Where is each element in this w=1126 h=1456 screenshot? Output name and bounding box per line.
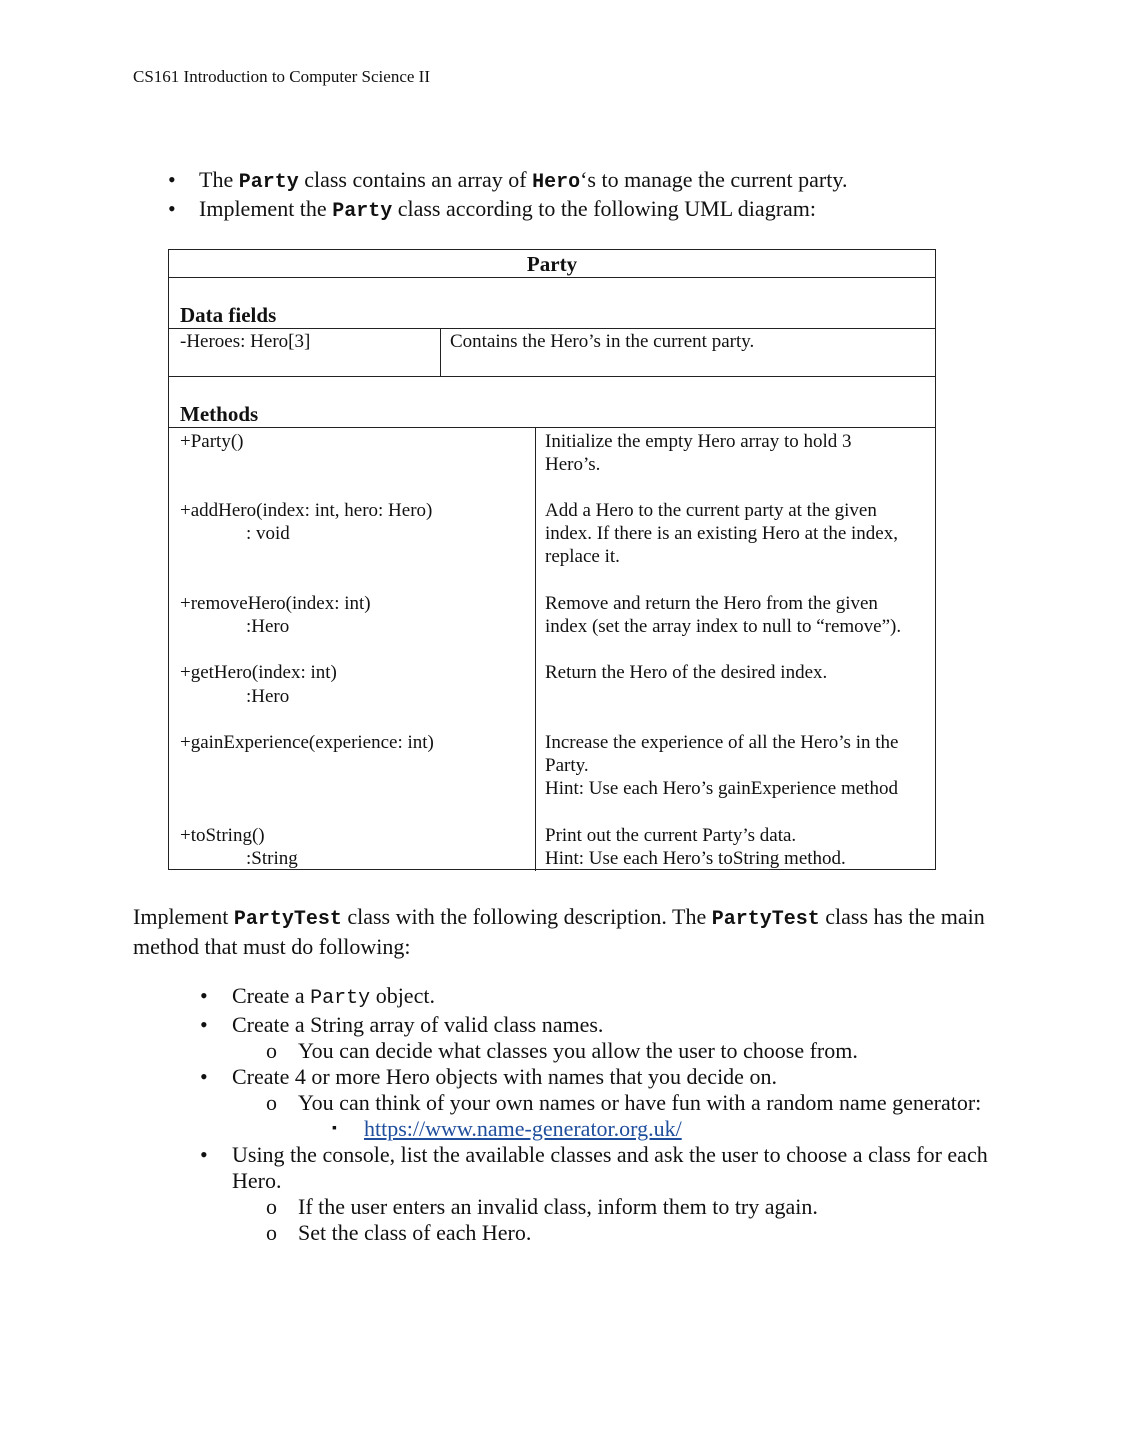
field-description: Contains the Hero’s in the current party. — [450, 331, 755, 352]
method-signature: +Party() — [180, 431, 244, 452]
method-description-line: Hint: Use each Hero’s gainExperience method — [545, 778, 898, 799]
sub-list-item: o If the user enters an invalid class, inform them to try again. — [266, 1194, 1010, 1220]
method-description-line: index. If there is an existing Hero at the index, — [545, 523, 898, 544]
text: Implement — [133, 904, 234, 929]
method-return-type: :Hero — [246, 686, 290, 707]
method-description-line: Hint: Use each Hero’s toString method. — [545, 848, 846, 869]
method-signature: +removeHero(index: int) — [180, 593, 371, 614]
sub-list-item: o Set the class of each Hero. — [266, 1220, 1010, 1246]
method-return-type: :Hero — [246, 616, 290, 637]
sub-list-item: o You can decide what classes you allow the user to choose from. — [266, 1038, 1010, 1064]
code-party: Party — [310, 987, 371, 1010]
text: ‘s to manage the current party. — [580, 167, 848, 192]
text: object. — [370, 983, 435, 1008]
code-hero: Hero — [532, 171, 581, 194]
method-description-line: index (set the array index to null to “remove”). — [545, 616, 902, 637]
method-signature: +getHero(index: int) — [180, 662, 337, 683]
uml-class-title: Party — [526, 252, 578, 276]
method-description-line: Print out the current Party’s data. — [545, 825, 797, 846]
list-item — [200, 983, 1010, 1012]
method-description-line: replace it. — [545, 546, 620, 567]
text: You can think of your own names or have fun with a random name generator: — [298, 1090, 982, 1115]
text: Implement the — [199, 196, 333, 221]
text: Create a — [232, 983, 311, 1008]
name-generator-link[interactable]: https://www.name-generator.org.uk/ — [364, 1116, 682, 1141]
divider — [169, 328, 935, 329]
partytest-intro-paragraph — [133, 903, 1003, 960]
method-description-line: Remove and return the Hero from the given — [545, 593, 878, 614]
page-header: CS161 Introduction to Computer Science II — [133, 67, 430, 86]
code-party: Party — [238, 171, 299, 194]
list-item — [200, 1142, 1010, 1246]
bullet-party-contains — [168, 165, 847, 194]
method-return-type: :String — [246, 848, 298, 869]
code-party: Party — [332, 200, 393, 223]
divider — [169, 376, 935, 377]
text: class has the main method that must do following: — [133, 904, 985, 959]
requirements-list — [200, 983, 1010, 1246]
method-description-line: Increase the experience of all the Hero’s in the — [545, 732, 899, 753]
method-description-line: Initialize the empty Hero array to hold 3 — [545, 431, 852, 452]
method-return-type: : void — [246, 523, 290, 544]
method-description-line: Add a Hero to the current party at the given — [545, 500, 877, 521]
text: Using the console, list the available classes and ask the user to choose a class for each Hero. — [232, 1142, 988, 1193]
code-partytest: PartyTest — [711, 908, 820, 931]
data-fields-heading: Data fields — [180, 303, 277, 327]
uml-diagram — [168, 249, 936, 870]
divider — [440, 328, 441, 376]
text: Create 4 or more Hero objects with names that you decide on. — [232, 1064, 777, 1089]
bullet-implement-party — [168, 194, 847, 223]
sub-list-item — [266, 1090, 1010, 1142]
method-signature: +toString() — [180, 825, 265, 846]
field-name: -Heroes: Hero[3] — [180, 331, 311, 352]
code-partytest: PartyTest — [233, 908, 342, 931]
method-description-line: Party. — [545, 755, 589, 776]
text: class with the following description. The — [341, 904, 712, 929]
method-signature: +addHero(index: int, hero: Hero) — [180, 500, 433, 521]
sub-sub-list-item — [332, 1116, 1010, 1142]
method-description-line: Return the Hero of the desired index. — [545, 662, 828, 683]
divider — [169, 277, 935, 278]
text: Create a String array of valid class names. — [232, 1012, 604, 1037]
list-item — [200, 1012, 1010, 1064]
text: class contains an array of — [298, 167, 533, 192]
text: The — [199, 167, 239, 192]
method-description-line: Hero’s. — [545, 454, 601, 475]
divider — [535, 427, 536, 871]
divider — [169, 427, 935, 428]
intro-bullet-list — [168, 165, 847, 223]
methods-heading: Methods — [180, 402, 259, 426]
method-signature: +gainExperience(experience: int) — [180, 732, 434, 753]
text: class according to the following UML diagram: — [392, 196, 817, 221]
list-item — [200, 1064, 1010, 1142]
